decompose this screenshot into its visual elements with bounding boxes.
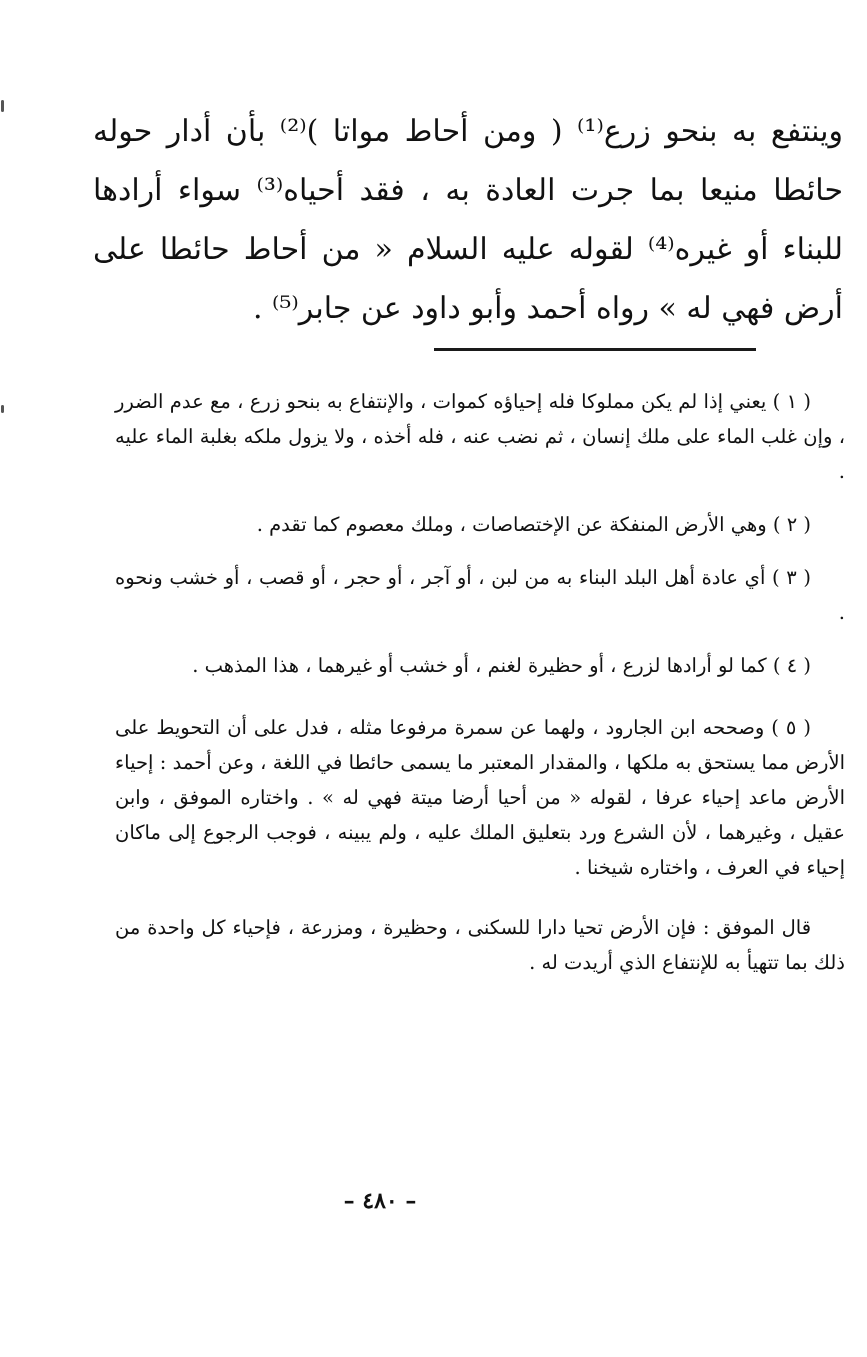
scan-edge-mark: [1, 405, 4, 413]
footnote-1: [115, 384, 845, 489]
footnote-4-continuation: المذهب .: [192, 654, 267, 677]
page-number: – ٤٨٠ –: [343, 1188, 417, 1214]
footnote-4: [115, 648, 845, 683]
footnote-2-first-line: ( ٢ ) وهي الأرض المنفكة عن الإختصاصات ، وملك معصوم كما تقدم .: [256, 513, 811, 536]
footnote-5-continuation: التحويط على الأرض مما يستحق به ملكها ، والمقدار المعتبر ما يسمى حائطا في اللغة ، وعن أحمد : إحياء الأرض ماعد إحياء عرفا ، لقوله « من أحيا أرضا ميتة فهي له » . واختاره الموفق ، وابن عقيل ، وغيرهما ، لأن الشرع ورد بتعليق الملك عليه ، ولم يبينه ، فوجب الرجوع إلى ماكان إحياء في العرف ، واختاره شيخنا .: [115, 716, 845, 879]
closing-note: [115, 910, 845, 980]
main-paragraph: وينتفع به بنحو زرع⁽¹⁾ ( ومن أحاط مواتا )⁽²⁾ بأن أدار حوله حائطا منيعا بما جرت العادة به ، فقد أحياه⁽³⁾ سواء أرادها للبناء أو غيره⁽⁴⁾ لقوله عليه السلام « من أحاط حائطا على أرض فهي له » رواه أحمد وأبو داود عن جابر⁽⁵⁾ .: [93, 114, 843, 326]
footnote-3: [115, 560, 845, 630]
footnote-5: [115, 710, 845, 885]
footnote-1-first-line: ( ١ ) يعني إذا لم يكن مملوكا فله إحياؤه كموات ، والإنتفاع به بنحو زرع ،: [237, 390, 811, 413]
footnote-1-continuation: مع عدم الضرر ، وإن غلب الماء على ملك إنسان ، ثم نضب عنه ، فله أخذه ، ولا يزول ملكه بغلبة الماء عليه .: [115, 390, 845, 483]
scan-edge-mark: [1, 100, 4, 112]
footnote-3-continuation: أو خشب ونحوه .: [115, 566, 845, 624]
main-text-block: [93, 102, 843, 338]
footnotes-section: [115, 384, 845, 980]
footnote-5-first-line: ( ٥ ) وصححه ابن الجارود ، ولهما عن سمرة مرفوعا مثله ، فدل على أن: [227, 716, 811, 739]
closing-note-continuation: كل واحدة من ذلك بما تتهيأ به للإنتفاع الذي أريدت له .: [115, 916, 845, 974]
footnote-2: [115, 507, 845, 542]
closing-note-first-line: قال الموفق : فإن الأرض تحيا دارا للسكنى ، وحظيرة ، ومزرعة ، فإحياء: [232, 916, 812, 939]
footnote-separator-rule: [434, 348, 756, 351]
footnote-3-first-line: ( ٣ ) أي عادة أهل البلد البناء به من لبن ، أو آجر ، أو حجر ، أو قصب ،: [246, 566, 812, 589]
footnote-4-first-line: ( ٤ ) كما لو أرادها لزرع ، أو حظيرة لغنم ، أو خشب أو غيرهما ، هذا: [273, 654, 811, 677]
